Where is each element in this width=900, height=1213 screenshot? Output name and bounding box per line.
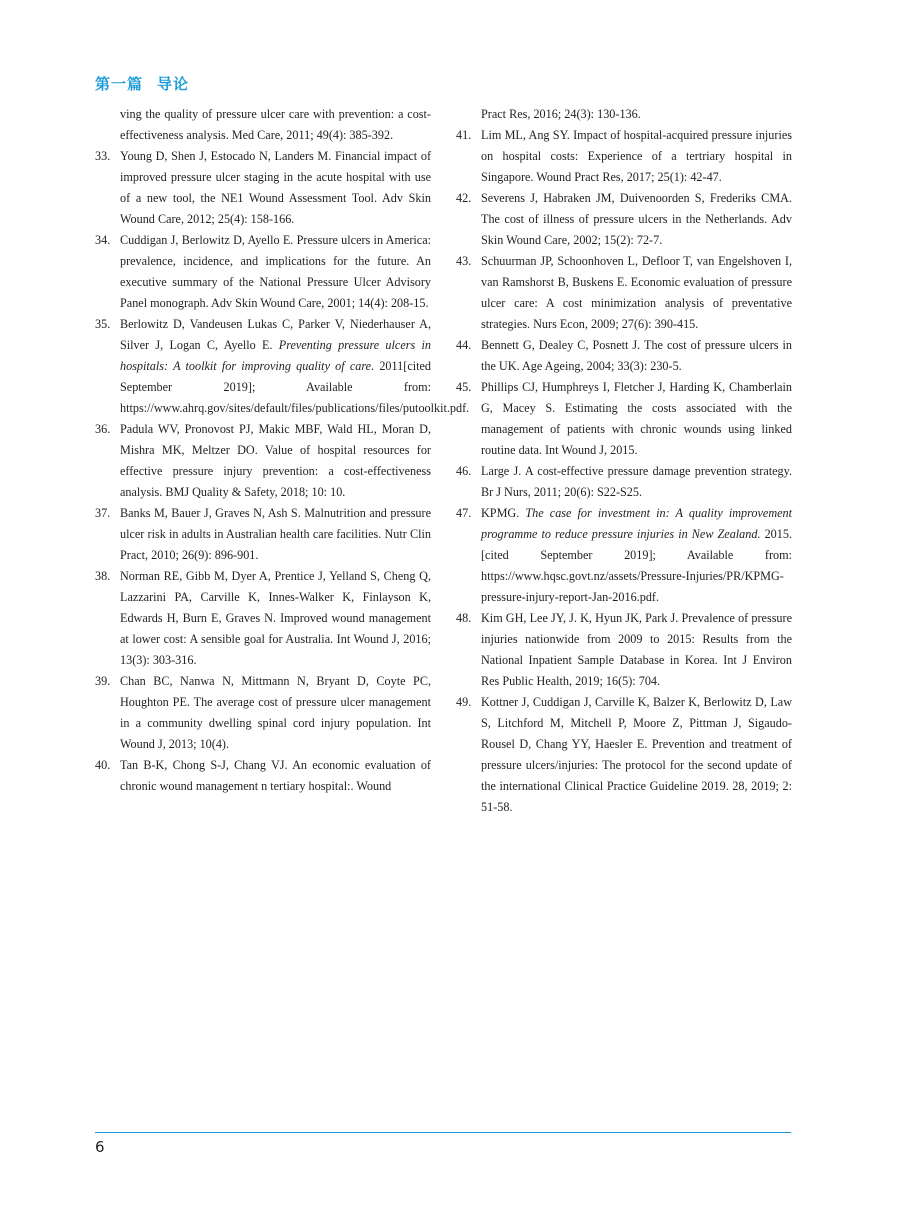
reference-entry	[456, 692, 792, 818]
section-header	[95, 73, 189, 94]
reference-entry	[95, 419, 431, 503]
reference-text: Padula WV, Pronovost PJ, Makic MBF, Wald HL, Moran D, Mishra MK, Meltzer DO. Value of hospital resources for effective pressure injury prevention: a cost-effectiveness analysis. BMJ Quality & Safety, 2018; 10: 10.	[120, 422, 431, 499]
reference-entry	[456, 608, 792, 692]
reference-text: Pract Res, 2016; 24(3): 130-136.	[481, 107, 641, 121]
reference-number: 41.	[456, 128, 472, 142]
reference-number: 45.	[456, 380, 472, 394]
page-number: 6	[95, 1138, 105, 1156]
reference-number: 33.	[95, 149, 111, 163]
reference-number: 34.	[95, 233, 111, 247]
reference-entry	[456, 461, 792, 503]
reference-entry	[95, 146, 431, 230]
reference-number: 42.	[456, 191, 472, 205]
reference-text: Lim ML, Ang SY. Impact of hospital-acquired pressure injuries on hospital costs: Experience of a tertriary hospital in Singapore. Wound Pract Res, 2017; 25(1): 42-47.	[481, 128, 792, 184]
reference-entry	[95, 671, 431, 755]
reference-text: Large J. A cost-effective pressure damage prevention strategy. Br J Nurs, 2011; 20(6): S22-S25.	[481, 464, 792, 499]
reference-entry	[95, 230, 431, 314]
reference-title-italic: Preventing pressure ulcers in hospitals: A toolkit for improving quality of care.	[120, 338, 431, 373]
reference-number: 44.	[456, 338, 472, 352]
reference-text-post: 2011[cited September 2019]; Available from: https://www.ahrq.gov/sites/default/files/publications/files/putoolkit.pdf.	[120, 359, 470, 415]
reference-text: Bennett G, Dealey C, Posnett J. The cost of pressure ulcers in the UK. Age Ageing, 2004; 33(3): 230-5.	[481, 338, 792, 373]
reference-text: ving the quality of pressure ulcer care with prevention: a cost-effectiveness analysis. Med Care, 2011; 49(4): 385-392.	[120, 107, 431, 142]
part-label: 第一篇	[95, 75, 144, 93]
reference-entry	[456, 125, 792, 188]
reference-text-pre: Berlowitz D, Vandeusen Lukas C, Parker V, Niederhauser A, Silver J, Logan C, Ayello E.	[120, 317, 431, 352]
reference-text: Kottner J, Cuddigan J, Carville K, Balzer K, Berlowitz D, Law S, Litchford M, Mitchell P, Moore Z, Pittman J, Sigaudo-Rousel D, Chang YY, Haesler E. Prevention and treatment of pressure ulcers/injuries: The protocol for the second update of the international Clinical Practice Guideline 2019. 28, 2019; 2: 51-58.	[481, 695, 792, 814]
reference-entry	[456, 188, 792, 251]
reference-number: 46.	[456, 464, 472, 478]
reference-entry	[95, 104, 431, 146]
footer-divider	[95, 1132, 791, 1133]
reference-text: Banks M, Bauer J, Graves N, Ash S. Malnutrition and pressure ulcer risk in adults in Australian health care facilities. Nutr Clin Pract, 2010; 26(9): 896-901.	[120, 506, 431, 562]
reference-entry	[456, 503, 792, 608]
reference-entry	[95, 755, 431, 797]
reference-entry	[456, 335, 792, 377]
reference-number: 49.	[456, 695, 472, 709]
reference-number: 40.	[95, 758, 111, 772]
reference-text: Schuurman JP, Schoonhoven L, Defloor T, van Engelshoven I, van Ramshorst B, Buskens E. Economic evaluation of pressure ulcer care: A cost minimization analysis of preventative strategies. Nurs Econ, 2009; 27(6): 390-415.	[481, 254, 792, 331]
reference-text: Kim GH, Lee JY, J. K, Hyun JK, Park J. Prevalence of pressure injuries nationwide from 2009 to 2015: Results from the National Inpatient Sample Database in Korea. Int J Environ Res Public Health, 2019; 16(5): 704.	[481, 611, 792, 688]
reference-text: Young D, Shen J, Estocado N, Landers M. Financial impact of improved pressure ulcer staging in the acute hospital with use of a new tool, the NE1 Wound Assessment Tool. Adv Skin Wound Care, 2012; 25(4): 158-166.	[120, 149, 431, 226]
reference-text-post: 2015. [cited September 2019]; Available from: https://www.hqsc.govt.nz/assets/Pressure-Injuries/PR/KPMG-pressure-injury-report-Jan-2016.pdf.	[481, 527, 793, 604]
reference-number: 48.	[456, 611, 472, 625]
reference-column-right	[456, 104, 792, 818]
reference-number: 35.	[95, 317, 111, 331]
reference-text: Cuddigan J, Berlowitz D, Ayello E. Pressure ulcers in America: prevalence, incidence, and implications for the future. An executive summary of the National Pressure Ulcer Advisory Panel monograph. Adv Skin Wound Care, 2001; 14(4): 208-15.	[120, 233, 431, 310]
reference-number: 37.	[95, 506, 111, 520]
reference-text: Severens J, Habraken JM, Duivenoorden S, Frederiks CMA. The cost of illness of pressure ulcers in the Netherlands. Adv Skin Wound Care, 2002; 15(2): 72-7.	[481, 191, 792, 247]
reference-entry	[456, 251, 792, 335]
reference-text: Norman RE, Gibb M, Dyer A, Prentice J, Yelland S, Cheng Q, Lazzarini PA, Carville K, Innes-Walker K, Finlayson K, Edwards H, Burn E, Graves N. Improved wound management at lower cost: A sensible goal for Australia. Int Wound J, 2016; 13(3): 303-316.	[120, 569, 431, 667]
reference-number: 47.	[456, 506, 472, 520]
reference-text: Tan B-K, Chong S-J, Chang VJ. An economic evaluation of chronic wound management n tertiary hospital:. Wound	[120, 758, 431, 793]
reference-entry	[456, 377, 792, 461]
reference-entry	[95, 503, 431, 566]
reference-text	[481, 503, 792, 608]
reference-number: 38.	[95, 569, 111, 583]
reference-entry	[456, 104, 792, 125]
reference-title-italic: The case for investment in: A quality improvement programme to reduce pressure injuries in New Zealand.	[481, 506, 793, 541]
chapter-title: 导论	[157, 75, 190, 93]
reference-text: Phillips CJ, Humphreys I, Fletcher J, Harding K, Chamberlain G, Macey S. Estimating the costs associated with the management of patients with chronic wounds using linked routine data. Int Wound J, 2015.	[481, 380, 792, 457]
reference-entry	[95, 566, 431, 671]
reference-number: 39.	[95, 674, 111, 688]
reference-text: Chan BC, Nanwa N, Mittmann N, Bryant D, Coyte PC, Houghton PE. The average cost of pressure ulcer management in a community dwelling spinal cord injury population. Int Wound J, 2013; 10(4).	[120, 674, 431, 751]
reference-number: 43.	[456, 254, 472, 268]
reference-number: 36.	[95, 422, 111, 436]
reference-text-pre: KPMG.	[481, 506, 526, 520]
